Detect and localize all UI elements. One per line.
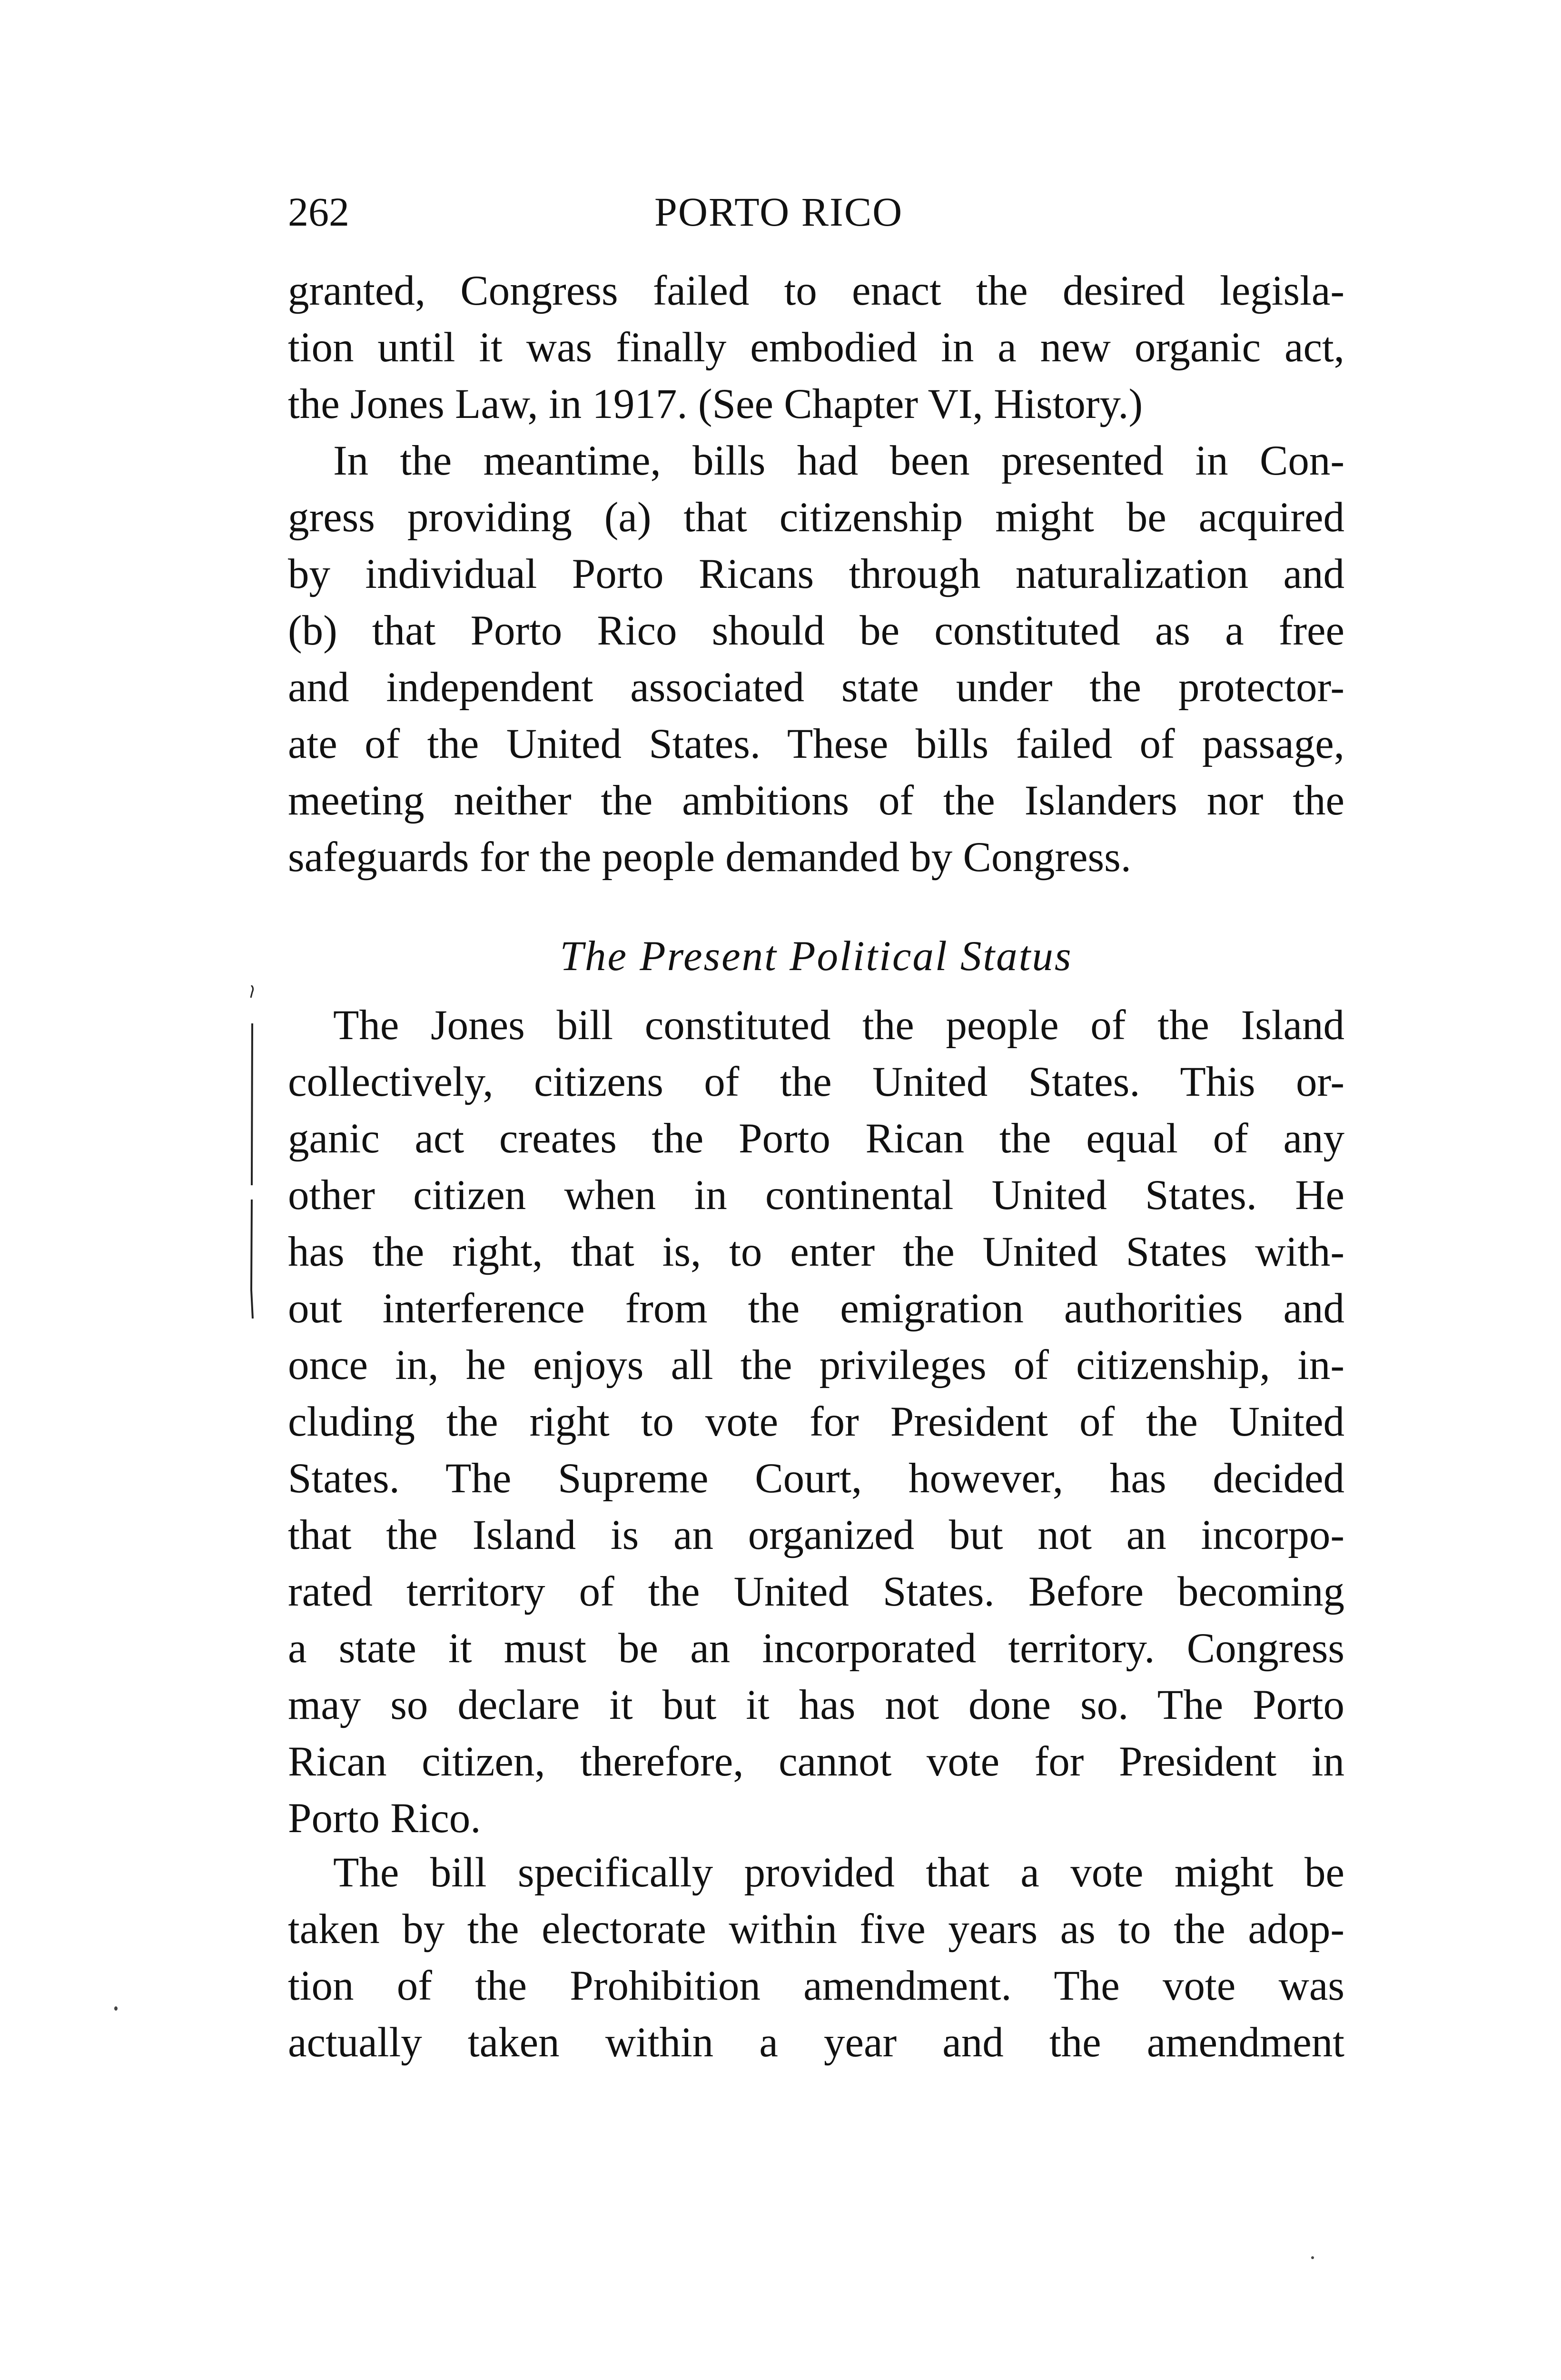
running-head: PORTO RICO xyxy=(654,189,903,235)
text-line: collectively, citizens of the United States. This or- xyxy=(288,1059,1344,1105)
text-line: the Jones Law, in 1917. (See Chapter VI, History.) xyxy=(288,381,1143,427)
text-line: actually taken within a year and the amendment xyxy=(288,2019,1344,2066)
text-line: ganic act creates the Porto Rican the equal of any xyxy=(288,1115,1344,1162)
text-line: may so declare it but it has not done so. The Porto xyxy=(288,1682,1344,1728)
text-line: ate of the United States. These bills failed of passage, xyxy=(288,721,1344,767)
page-number: 262 xyxy=(288,189,349,235)
text-line: granted, Congress failed to enact the desired legisla- xyxy=(288,268,1344,314)
text-line: once in, he enjoys all the privileges of citizenship, in- xyxy=(288,1342,1344,1388)
text-line: In the meantime, bills had been presented in Con- xyxy=(333,437,1344,484)
text-line: that the Island is an organized but not an incorpo- xyxy=(288,1512,1344,1558)
text-line: gress providing (a) that citizenship might be acquired xyxy=(288,494,1344,541)
margin-bracket-mark xyxy=(247,985,258,1319)
text-line: tion of the Prohibition amendment. The vote was xyxy=(288,1963,1344,2009)
text-line: The bill specifically provided that a vote might be xyxy=(333,1849,1344,1896)
text-line: has the right, that is, to enter the United States with- xyxy=(288,1229,1344,1275)
text-line: taken by the electorate within five years as to the adop- xyxy=(288,1906,1344,1953)
section-heading: The Present Political Status xyxy=(560,933,1073,980)
text-line: Rican citizen, therefore, cannot vote for President in xyxy=(288,1738,1344,1785)
text-line: The Jones bill constituted the people of the Island xyxy=(333,1002,1344,1049)
text-line: cluding the right to vote for President of the United xyxy=(288,1398,1344,1445)
text-line: out interference from the emigration authorities and xyxy=(288,1285,1344,1332)
text-line: a state it must be an incorporated territory. Congress xyxy=(288,1625,1344,1672)
text-line: (b) that Porto Rico should be constituted as a free xyxy=(288,607,1344,654)
section-paragraph-2 xyxy=(288,1844,1344,2071)
text-line: safeguards for the people demanded by Congress. xyxy=(288,834,1132,881)
text-line: Porto Rico. xyxy=(288,1795,481,1842)
text-line: meeting neither the ambitions of the Islanders nor the xyxy=(288,777,1344,824)
text-line: other citizen when in continental United States. He xyxy=(288,1172,1344,1219)
page-header xyxy=(288,186,1344,243)
text-line: tion until it was finally embodied in a new organic act, xyxy=(288,324,1344,371)
text-line: rated territory of the United States. Before becoming xyxy=(288,1568,1344,1615)
text-line: States. The Supreme Court, however, has decided xyxy=(288,1455,1344,1502)
text-line: by individual Porto Ricans through naturalization and xyxy=(288,551,1344,597)
scan-speck xyxy=(1311,2256,1314,2259)
text-line: and independent associated state under the protector- xyxy=(288,664,1344,711)
section-paragraph-1 xyxy=(288,997,1344,1847)
scan-speck xyxy=(114,2006,118,2011)
opening-paragraphs xyxy=(288,263,1344,886)
